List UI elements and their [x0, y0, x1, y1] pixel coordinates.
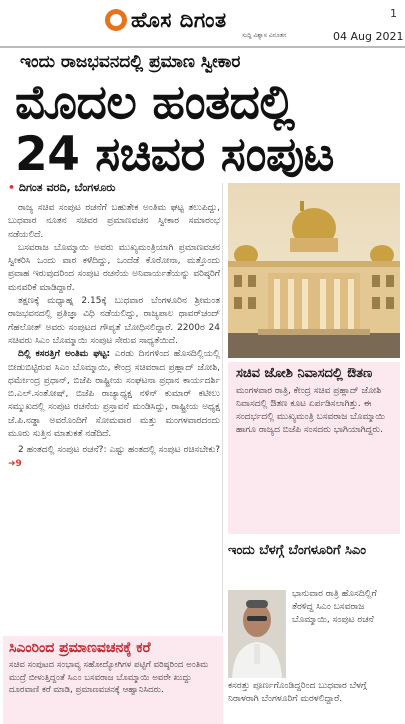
sidebar-box-title: ಸಚಿವ ಜೋಶಿ ನಿವಾಸದಲ್ಲಿ ಔತಣ — [236, 366, 373, 381]
vidhana-soudha-photo — [228, 183, 400, 358]
paragraph-text: ಎರಡು ದಿನಗಳಿಂದ ಹೊಸದಿಲ್ಲಿಯಲ್ಲಿ ಬೀಡುಬಿಟ್ಟಿರುವ ಸಿಎಂ ಬೊಮ್ಮಾಯಿ, ಕೇಂದ್ರ ಸಚಿವರಾದ ಪ್ರಹ್ಲಾದ್ ಜೋಶಿ, ಧರ್ಮೇಂದ್ರ ಪ್ರಧಾನ್, ಬಿಜೆಪಿ ರಾಷ್ಟ್ರೀಯ ಸಂಘಟನಾ ಪ್ರಧಾನ ಕಾರ್ಯದರ್ಶಿ ಬಿ.ಎಲ್.ಸಂತೋಷ್, ಬಿಜೆಪಿ ರಾಜ್ಯಾಧ್ಯಕ್ಷ ನಳಿನ್ ಕುಮಾರ್ ಕಟೀಲು ಸಮ್ಮುಖದಲ್ಲಿ ಸಂಪುಟ ರಚನೆಯ ಪ್ರಸ್ತಾವನೆ ಮಂಡಿಸಿದ್ದು, ರಾಷ್ಟ್ರೀಯ ಅಧ್ಯಕ್ಷ ಜೆ.ಪಿ.ನಡ್ಡಾ ಅವರೊಂದಿಗೆ ಸೋಮವಾರ ಮತ್ತು ಮಂಗಳವಾರದಂದು ಮೂರು ಸುತ್ತಿನ ಮಾತುಕತೆ ನಡೆದಿದೆ. — [8, 349, 220, 440]
continuation-text: 2 ಹಂತದಲ್ಲಿ ಸಂಪುಟ ರಚನೆ?: ಎಷ್ಟು ಹಂತದಲ್ಲಿ ಸಂಪುಟ ರಚಿಸಬೇಕು? — [18, 445, 220, 456]
masthead-divider — [0, 46, 405, 48]
headline-kicker: ಇಂದು ರಾಜಭವನದಲ್ಲಿ ಪ್ರಮಾಣ ಸ್ವೀಕಾರ — [20, 52, 241, 72]
column-divider — [222, 183, 223, 633]
cm-portrait-photo — [228, 590, 286, 678]
paragraph-with-subhead — [8, 348, 220, 441]
continuation-page-ref[interactable]: ➜9 — [8, 458, 22, 469]
headline-line-2: 24 ಸಚಿವರ ಸಂಪುಟ — [15, 127, 334, 182]
sidebar-box-joshi-dinner — [228, 362, 400, 534]
issue-date: 04 Aug 2021 — [333, 30, 404, 43]
page-number: 1 — [390, 7, 397, 20]
sidebar-box-cm-return-title: ಇಂದು ಬೆಳಗ್ಗೆ ಬೆಂಗಳೂರಿಗೆ ಸಿಎಂ — [228, 543, 367, 558]
paragraph: ತಕ್ಷಣಕ್ಕೆ ಮಧ್ಯಾಹ್ನ 2.15ಕ್ಕೆ ಬುಧವಾರ ಬೆಂಗಳೂರಿನ ಶ್ರೀಮಂತ ರಾಜಭವನದಲ್ಲಿ ಪ್ರತಿಜ್ಞಾ ವಿಧಿ ನಡೆಯಲಿದ್ದು, ರಾಜ್ಯಪಾಲ ಥಾವರ್‌ಚಂದ್ ಗೆಹಲೋತ್ ಅವರು ಸಂಪುಟದ ಗೌಪ್ಯತೆ ಬೋಧಿಸಲಿದ್ದಾರೆ. 2200ರ 24 ಸಚಿವರು ಸಿಎಂ ಬೊಮ್ಮಾಯಿ ಸಂಪುಟ ಸೇರುವ ಸಾಧ್ಯತೆಯಿದೆ. — [8, 296, 220, 346]
article-body — [8, 202, 220, 471]
sidebar-box-body: ಮಂಗಳವಾರ ರಾತ್ರಿ, ಕೇಂದ್ರ ಸಚಿವ ಪ್ರಹ್ಲಾದ್ ಜೋಶಿ ನಿವಾಸದಲ್ಲಿ ಔತಣ ಕೂಟ ಏರ್ಪಡಿಸಲಾಗಿತ್ತು. ಈ ಸಂದರ್ಭದಲ್ಲಿ ಮುಖ್ಯಮಂತ್ರಿ ಬಸವರಾಜ ಬೊಮ್ಮಾಯಿ ಹಾಗೂ ರಾಜ್ಯದ ಬಿಜೆಪಿ ಸಂಸದರು ಭಾಗಿಯಾಗಿದ್ದರು. — [236, 386, 386, 435]
tagline: ಸುದ್ದಿ ವಿಶ್ವಾಸ ವಿನೂತನ — [242, 32, 287, 39]
subhead: ದಿಲ್ಲಿ ಕಸರತ್ತಿಗೆ ಅಂತಿಮ ಘಟ್ಟ: — [18, 349, 111, 360]
continuation-note — [8, 444, 220, 471]
bottom-box-oath-call — [3, 636, 223, 724]
sidebar-box-side-text: ಭಾನುವಾರ ರಾತ್ರಿ ಹೊಸದಿಲ್ಲಿಗೆ ತೆರಳಿದ್ದ ಸಿಎಂ ಬಸವರಾಜ ಬೊಮ್ಮಾಯಿ, ಸಂಪುಟ ರಚನೆ — [292, 589, 377, 625]
headline-line-1: ಮೊದಲ ಹಂತದಲ್ಲಿ — [15, 75, 295, 130]
byline-text: ದಿಗಂತ ವರದಿ, ಬೆಂಗಳೂರು — [18, 181, 116, 194]
logo-text: ಹೊಸ ದಿಗಂತ — [131, 7, 227, 32]
building-illustration — [228, 183, 400, 358]
bullet-icon: • — [8, 181, 19, 194]
sidebar-box-bottom-text: ಕಸರತ್ತು ಪೂರ್ಣಗೊಂಡಿದ್ದರಿಂದ ಬುಧವಾರ ಬೆಳಗ್ಗೆ ನಿರಾಳರಾಗಿ ಬೆಂಗಳೂರಿಗೆ ಮರಳಲಿದ್ದಾರೆ. — [228, 681, 367, 704]
paragraph: ರಾಜ್ಯ ಸಚಿವ ಸಂಪುಟ ರಚನೆಗೆ ಬಹುತೇಕ ಅಂತಿಮ ಘಟ್ಟ ತಲುಪಿದ್ದು, ಬುಧವಾರ ನೂತನ ಸಚಿವರ ಪ್ರಮಾಣವಚನ ಸ್ವೀಕಾರ ಸಮಾರಂಭ ನಡೆಯಲಿದೆ. — [8, 203, 220, 240]
bottom-box-title: ಸಿಎಂರಿಂದ ಪ್ರಮಾಣವಚನಕ್ಕೆ ಕರೆ — [9, 640, 151, 656]
logo-emblem-icon — [105, 9, 127, 31]
bottom-box-body: ಸಚಿವ ಸಂಪುಟದ ಸಂಭಾವ್ಯ ಸಹೋದ್ಯೋಗಿಗಳ ಪಟ್ಟಿಗೆ ವರಿಷ್ಠರಿಂದ ಅಂತಿಮ ಮುದ್ರೆ ಬೀಳುತ್ತಿದ್ದಂತೆ ಸಿಎಂ ಬಸವರಾಜ ಬೊಮ್ಮಾಯಿ ಅವರೇ ಖುದ್ದು ದೂರವಾಣಿ ಕರೆ ಮಾಡಿ, ಪ್ರಮಾಣವಚನಕ್ಕೆ ಆಹ್ವಾನಿಸಿದರು. — [9, 660, 209, 695]
portrait-illustration — [228, 590, 286, 678]
newspaper-logo — [105, 6, 305, 34]
paragraph: ಬಸವರಾಜ ಬೊಮ್ಮಾಯಿ ಅವರು ಮುಖ್ಯಮಂತ್ರಿಯಾಗಿ ಪ್ರಮಾಣವಚನ ಸ್ವೀಕರಿಸಿ ಒಂದು ವಾರ ಕಳೆದಿದ್ದು, ಒಂದೆಡೆ ಕೊರೋನಾ, ಮತ್ತೊಂದು ಪ್ರವಾಹ ಇರುವುದರಿಂದ ಸಂಪುಟ ರಚನೆಯ ಅನಿವಾರ್ಯತೆಯನ್ನು ವರಿಷ್ಠರಿಗೆ ಮನವರಿಕೆ ಮಾಡಿದ್ದಾರೆ. — [8, 242, 220, 293]
byline — [8, 181, 116, 195]
